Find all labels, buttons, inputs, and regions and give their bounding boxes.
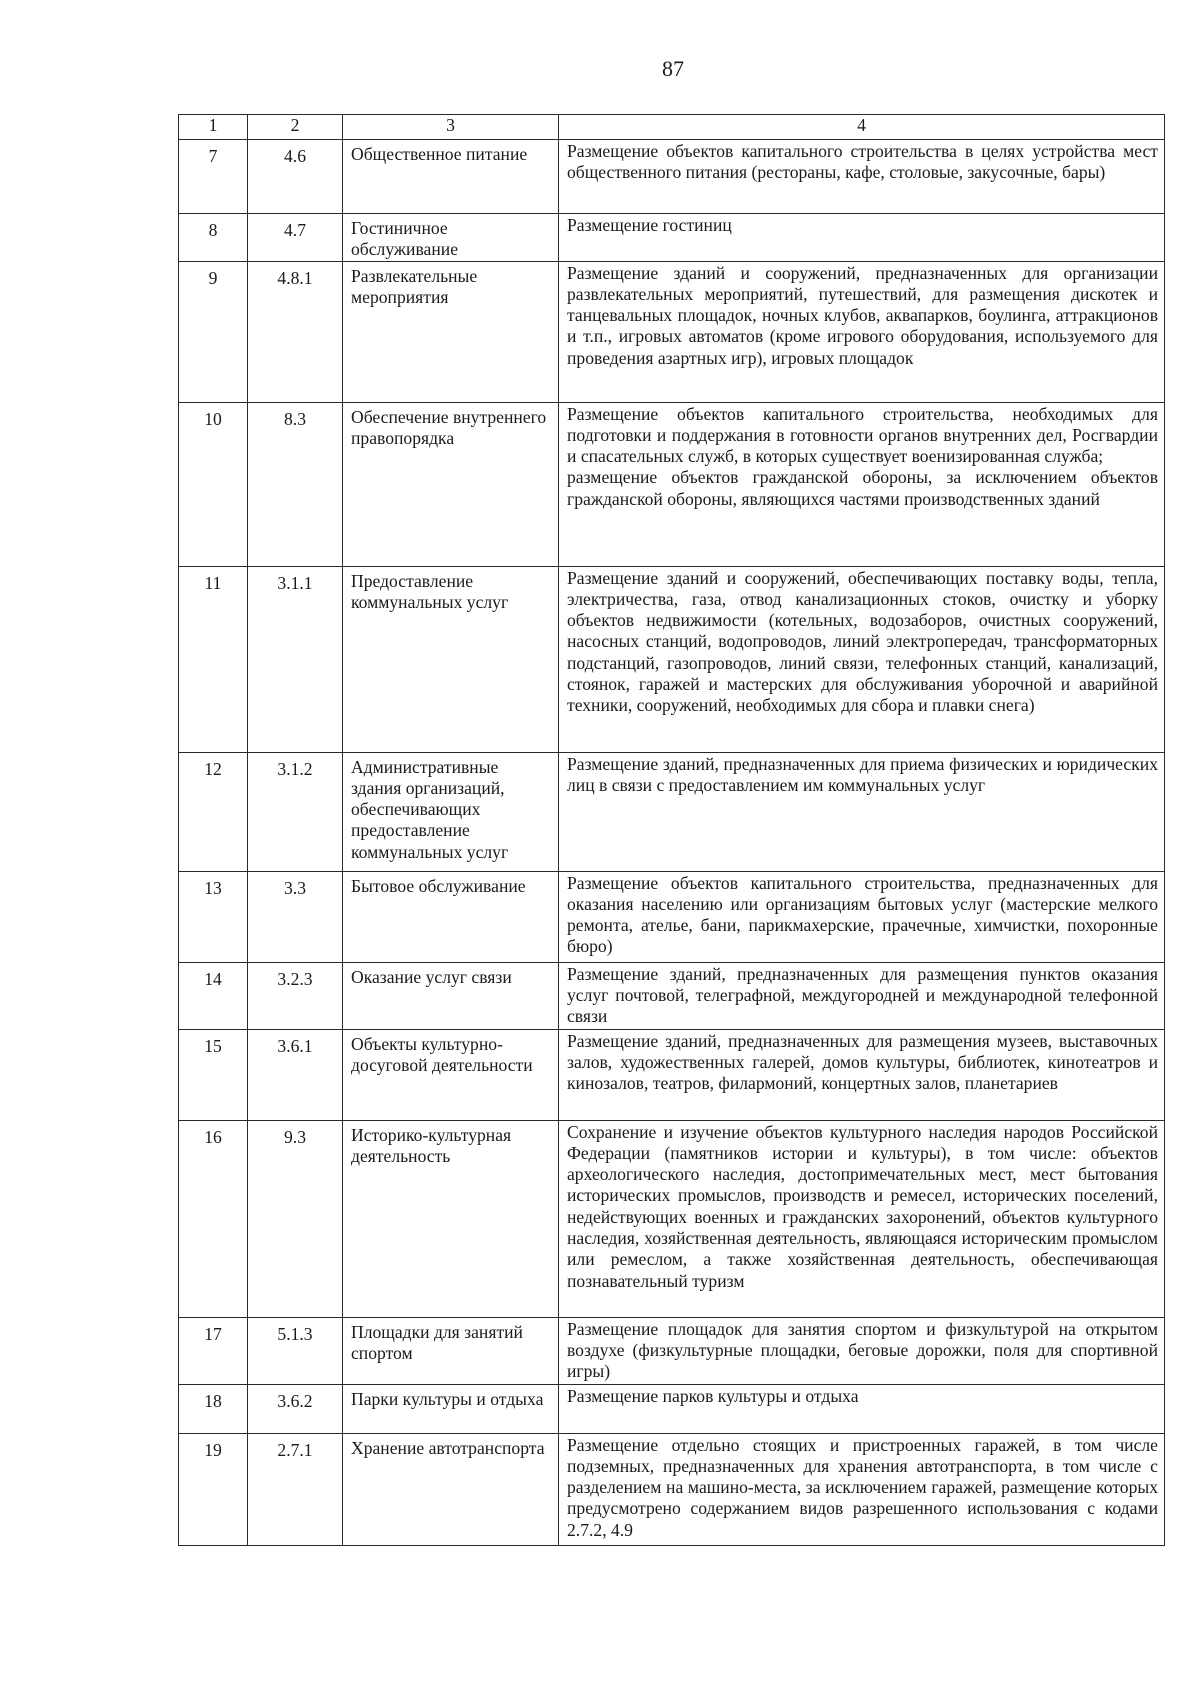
use-name: Общественное питание (343, 140, 559, 214)
row-number: 8 (179, 214, 248, 262)
use-name: Административные здания организаций, обеспечивающих предоставление коммунальных услуг (343, 752, 559, 871)
header-cell: 2 (248, 115, 343, 140)
use-code: 3.2.3 (248, 962, 343, 1029)
use-name: Хранение автотранспорта (343, 1433, 559, 1545)
row-number: 15 (179, 1029, 248, 1120)
table-row (179, 962, 1165, 1029)
use-code: 3.6.1 (248, 1029, 343, 1120)
use-description: Размещение площадок для занятия спортом и физкультурой на открытом воздухе (физкультурные площадки, беговые дорожки, поля для спортивной игры) (559, 1317, 1165, 1384)
page-number: 87 (662, 56, 684, 81)
use-description: Размещение зданий и сооружений, обеспечивающих поставку воды, тепла, электричества, газа, отвод канализационных стоков, очистку и уборку объектов недвижимости (котельных, водозаборов, очистных сооружений, насосных станций, водопроводов, линий электропередач, трансформаторных подстанций, газопроводов, линий связи, телефонных станций, канализаций, стоянок, гаражей и мастерских для обслуживания уборочной и аварийной техники, сооружений, необходимых для сбора и плавки снега) (559, 566, 1165, 752)
use-code: 4.8.1 (248, 261, 343, 402)
use-description: Размещение объектов капитального строительства в целях устройства мест общественного питания (рестораны, кафе, столовые, закусочные, бары) (559, 140, 1165, 214)
header-cell: 1 (179, 115, 248, 140)
table-row (179, 1120, 1165, 1317)
use-description: Размещение гостиниц (559, 214, 1165, 262)
header-cell: 3 (343, 115, 559, 140)
row-number: 10 (179, 402, 248, 566)
use-description: Размещение зданий, предназначенных для размещения пунктов оказания услуг почтовой, телеграфной, междугородней и международной телефонной связи (559, 962, 1165, 1029)
row-number: 7 (179, 140, 248, 214)
use-description: Размещение зданий, предназначенных для размещения музеев, выставочных залов, художественных галерей, домов культуры, библиотек, кинотеатров и кинозалов, театров, филармоний, концертных залов, планетариев (559, 1029, 1165, 1120)
use-description: Размещение зданий, предназначенных для приема физических и юридических лиц в связи с предоставлением им коммунальных услуг (559, 752, 1165, 871)
table-row (179, 871, 1165, 962)
use-name: Объекты культурно-досуговой деятельности (343, 1029, 559, 1120)
table-row (179, 261, 1165, 402)
row-number: 12 (179, 752, 248, 871)
header-cell: 4 (559, 115, 1165, 140)
row-number: 17 (179, 1317, 248, 1384)
table-row (179, 1433, 1165, 1545)
use-name: Историко-культурная деятельность (343, 1120, 559, 1317)
table-row (179, 140, 1165, 214)
use-description: Размещение объектов капитального строительства, предназначенных для оказания населению или организациям бытовых услуг (мастерские мелкого ремонта, ателье, бани, парикмахерские, прачечные, химчистки, похоронные бюро) (559, 871, 1165, 962)
use-description: Размещение парков культуры и отдыха (559, 1384, 1165, 1433)
use-description: Размещение отдельно стоящих и пристроенных гаражей, в том числе подземных, предназначенных для хранения автотранспорта, в том числе с разделением на машино-места, за исключением гаражей, размещение которых предусмотрено содержанием видов разрешенного использования с кодами 2.7.2, 4.9 (559, 1433, 1165, 1545)
use-code: 2.7.1 (248, 1433, 343, 1545)
use-name: Площадки для занятий спортом (343, 1317, 559, 1384)
use-description: Сохранение и изучение объектов культурного наследия народов Российской Федерации (памятников истории и культуры), в том числе: объектов археологического наследия, достопримечательных мест, мест бытования исторических промыслов, производств и ремесел, исторических поселений, недействующих военных и гражданских захоронений, объектов культурного наследия, хозяйственная деятельность, являющаяся историческим промыслом или ремеслом, а также хозяйственная деятельность, обеспечивающая познавательный туризм (559, 1120, 1165, 1317)
row-number: 18 (179, 1384, 248, 1433)
table-row (179, 402, 1165, 566)
table-row (179, 1029, 1165, 1120)
use-name: Обеспечение внутреннего правопорядка (343, 402, 559, 566)
land-use-table (178, 114, 1165, 1546)
use-name: Бытовое обслуживание (343, 871, 559, 962)
row-number: 19 (179, 1433, 248, 1545)
use-code: 3.1.2 (248, 752, 343, 871)
table-row (179, 752, 1165, 871)
row-number: 11 (179, 566, 248, 752)
use-description: Размещение объектов капитального строительства, необходимых для подготовки и поддержания в готовности органов внутренних дел, Росгвардии и спасательных служб, в которых существует военизированная служба; размещение объектов гражданской обороны, за исключением объектов гражданской обороны, являющихся частями производственных зданий (559, 402, 1165, 566)
use-code: 3.1.1 (248, 566, 343, 752)
row-number: 9 (179, 261, 248, 402)
use-name: Оказание услуг связи (343, 962, 559, 1029)
row-number: 13 (179, 871, 248, 962)
use-name: Развлекательные мероприятия (343, 261, 559, 402)
table-row (179, 566, 1165, 752)
use-name: Гостиничное обслуживание (343, 214, 559, 262)
table-row (179, 1317, 1165, 1384)
use-code: 3.6.2 (248, 1384, 343, 1433)
use-code: 8.3 (248, 402, 343, 566)
use-code: 3.3 (248, 871, 343, 962)
row-number: 14 (179, 962, 248, 1029)
use-name: Парки культуры и отдыха (343, 1384, 559, 1433)
use-code: 5.1.3 (248, 1317, 343, 1384)
table-row (179, 214, 1165, 262)
table-row (179, 1384, 1165, 1433)
use-code: 9.3 (248, 1120, 343, 1317)
use-code: 4.6 (248, 140, 343, 214)
use-code: 4.7 (248, 214, 343, 262)
use-name: Предоставление коммунальных услуг (343, 566, 559, 752)
table-header-row (179, 115, 1165, 140)
row-number: 16 (179, 1120, 248, 1317)
use-description: Размещение зданий и сооружений, предназначенных для организации развлекательных мероприятий, путешествий, для размещения дискотек и танцевальных площадок, ночных клубов, аквапарков, боулинга, аттракционов и т.п., игровых автоматов (кроме игрового оборудования, используемого для проведения азартных игр), игровых площадок (559, 261, 1165, 402)
